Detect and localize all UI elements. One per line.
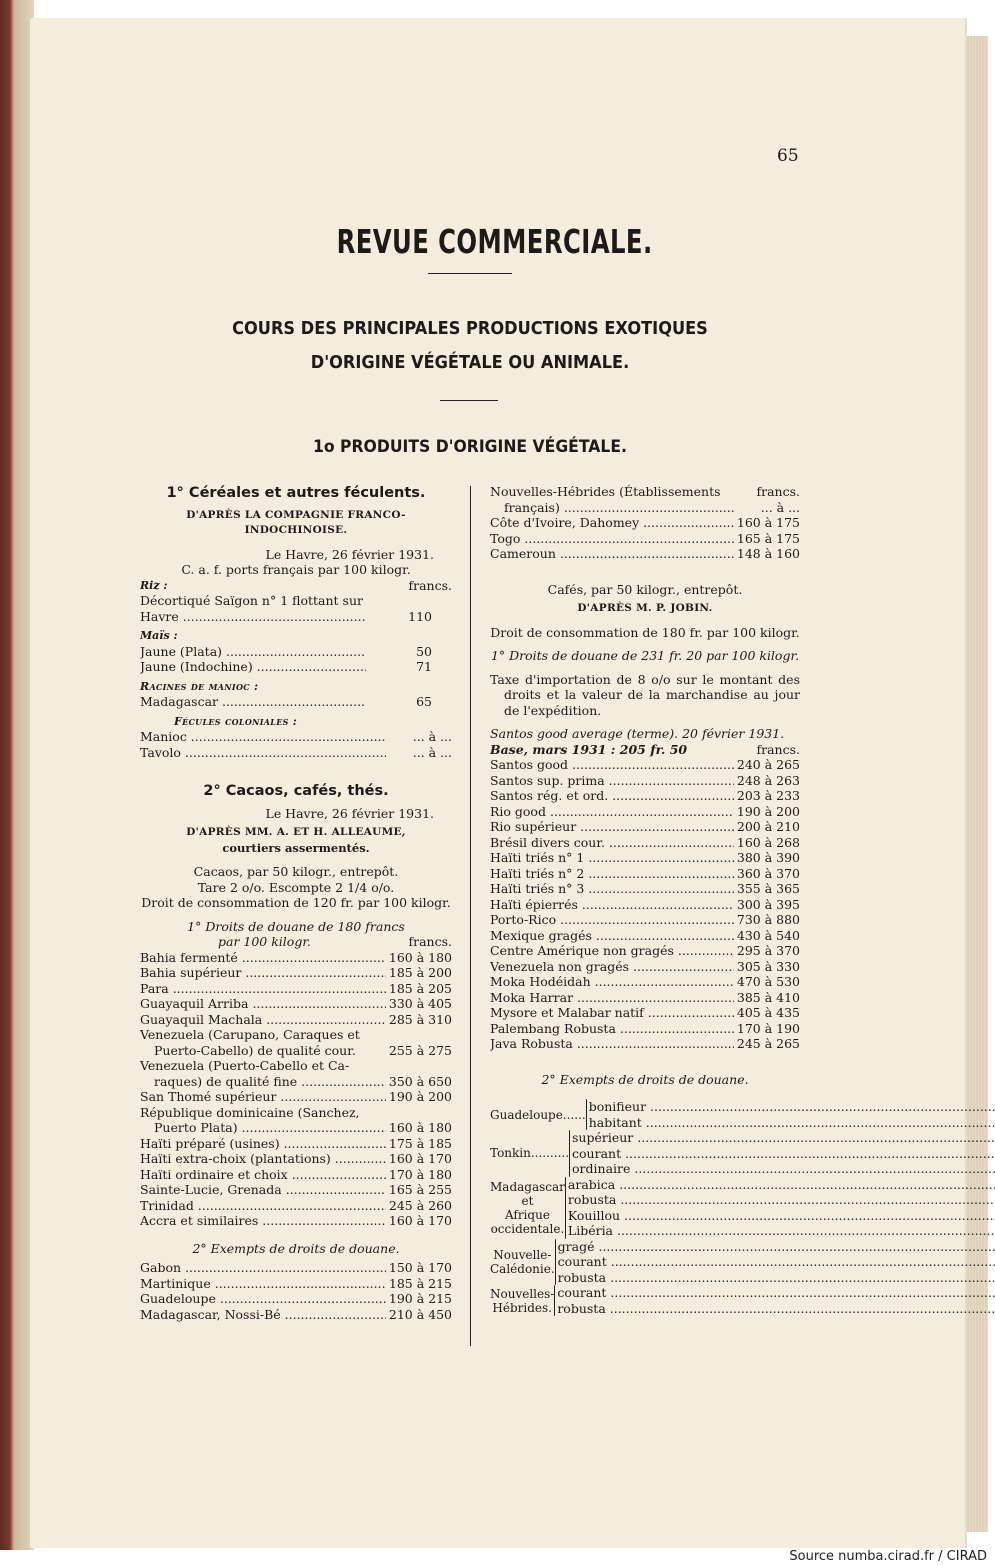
table-row: Martinique ..... 185 à 215 [140, 1276, 452, 1292]
brace [555, 1239, 556, 1286]
table-row: Haïti préparé (usines) ..... 175 à 185 [140, 1136, 452, 1152]
table-row: Haïti triés n° 3 ..... 355 à 365 [490, 881, 800, 897]
table-row: courant ..... [557, 1285, 995, 1301]
subtitle-rule [440, 400, 498, 401]
mais-label: Maïs : [140, 629, 178, 642]
table-row: robusta ..... [568, 1192, 995, 1208]
page-number: 65 [777, 146, 799, 166]
table-row: Bahia supérieur ..... 185 à 200 [140, 965, 452, 981]
cacaos-sub2: 2° Exempts de droits de douane. [192, 1240, 400, 1256]
cacaos-heading: 2° Cacaos, cafés, thés. [203, 783, 389, 799]
francs-unit: francs. [756, 741, 800, 757]
brace [565, 1177, 566, 1239]
francs-unit: francs. [408, 934, 452, 949]
table-row: Para ..... 185 à 205 [140, 981, 452, 997]
table-row: Moka Harrar ..... 385 à 410 [490, 990, 800, 1006]
table-row: Centre Amérique non gragés ..... 295 à 370 [490, 943, 800, 959]
group-madagascar [490, 1177, 800, 1239]
riz-item [140, 609, 452, 625]
table-row: arabica ..... [568, 1177, 995, 1193]
cafes-droit: Droit de consommation de 180 fr. par 100 kilogr. [490, 624, 800, 640]
table-row: Mysore et Malabar natif ..... 405 à 435 [490, 1005, 800, 1021]
table-row: Accra et similaires ..... 160 à 170 [140, 1213, 452, 1229]
section-title: 1o PRODUITS D'ORIGINE VÉGÉTALE. [312, 437, 628, 457]
cereales-source: D'APRÈS LA COMPAGNIE FRANCO-INDOCHINOISE. [186, 508, 406, 536]
table-row: Mexique gragés ..... 430 à 540 [490, 928, 800, 944]
table-row: Java Robusta ..... 245 à 265 [490, 1036, 800, 1052]
cacaos-terms: Cacaos, par 50 kilogr., entrepôt. [193, 864, 399, 879]
table-row: Gabon ..... 150 à 170 [140, 1260, 452, 1276]
table-row: ordinaire ..... [572, 1161, 995, 1177]
table-row: Trinidad ..... 245 à 260 [140, 1198, 452, 1214]
cereales-date: Le Havre, 26 février 1931. [265, 546, 434, 562]
riz-header [140, 578, 452, 594]
table-row: Madagascar, Nossi-Bé ..... 210 à 450 [140, 1307, 452, 1323]
table-row: Rio supérieur ..... 200 à 210 [490, 819, 800, 835]
cacaos-tare: Tare 2 o/o. Escompte 2 1/4 o/o. [197, 879, 395, 895]
cacaos-source-2: courtiers assermentés. [222, 840, 370, 855]
list-item: Tavolo ..... ... à ... [140, 745, 452, 761]
cereales-terms: C. a. f. ports français par 100 kilogr. [181, 562, 411, 577]
table-row: Palembang Robusta ..... 170 à 190 [490, 1021, 800, 1037]
table-row: Haïti triés n° 2 ..... 360 à 370 [490, 866, 800, 882]
group-name: Guadeloupe...... [490, 1107, 586, 1122]
book-spine [0, 0, 34, 1550]
table-row: Cameroun ..... 148 à 160 [490, 546, 800, 562]
list-item: Jaune (Plata) ..... 50 [140, 644, 452, 660]
subtitle [191, 312, 749, 380]
subtitle-line-2: D'ORIGINE VÉGÉTALE OU ANIMALE. [310, 352, 630, 373]
group-name: Madagascar et Afrique occidentale. [490, 1179, 565, 1236]
fecules-label: Fécules coloniales : [174, 714, 298, 728]
table-row: bonifieur ..... [589, 1099, 995, 1115]
table-row: Moka Hodéidah ..... 470 à 530 [490, 974, 800, 990]
table-row: Haïti ordinaire et choix ..... 170 à 180 [140, 1167, 452, 1183]
table-row: Brésil divers cour. ..... 160 à 268 [490, 835, 800, 851]
riz-item-label: Havre ..... [140, 609, 366, 625]
table-row: Bahia fermenté ..... 160 à 180 [140, 950, 452, 966]
table-row: robusta ..... [558, 1270, 995, 1286]
francs-unit: francs. [408, 577, 452, 593]
cacaos-source-1: D'APRÈS MM. A. ET H. ALLEAUME, [186, 826, 406, 838]
left-column [140, 482, 452, 1322]
title-rule [428, 273, 512, 274]
cafes-taxe: Taxe d'importation de 8 o/o sur le montant des droits et la valeur de la marchandise au jour de l'expédition. [490, 671, 800, 718]
column-divider [470, 486, 471, 1346]
riz-label: Riz : [140, 578, 168, 592]
group-name: Nouvelle-Calédonie. [490, 1247, 555, 1276]
santos-line-1: Santos good average (terme). 20 février 1931. [490, 726, 785, 741]
nh-line-1: Nouvelles-Hébrides (Établissements francs. [490, 484, 800, 499]
group-nouvelles-hebrides [490, 1285, 800, 1316]
manioc-label: Racines de manioc : [140, 679, 259, 693]
brace [569, 1130, 570, 1177]
table-row: Santos good ..... 240 à 265 [490, 757, 800, 773]
venezuela1-line-1: Venezuela (Carupano, Caraques et [140, 1027, 360, 1042]
table-row: supérieur ..... [572, 1130, 995, 1146]
table-row: Puerto-Cabello) de qualité cour. 255 à 275 [154, 1042, 452, 1058]
table-row: Rio good ..... 190 à 200 [490, 804, 800, 820]
table-row: Côte d'Ivoire, Dahomey ..... 160 à 175 [490, 515, 800, 531]
table-row: Porto-Rico ..... 730 à 880 [490, 912, 800, 928]
group-tonkin [490, 1130, 800, 1177]
table-row: Guayaquil Arriba ..... 330 à 405 [140, 996, 452, 1012]
cacaos-sub1-1: 1° Droits de douane de 180 francs [187, 918, 405, 934]
cafes-source: D'APRÈS M. P. JOBIN. [577, 602, 713, 614]
table-row: gragé ..... [558, 1239, 995, 1255]
list-item: Jaune (Indochine) ..... 71 [140, 659, 452, 675]
riz-item-line-1: Décortiqué Saïgon n° 1 flottant sur [140, 593, 363, 608]
right-column [490, 484, 800, 1316]
table-row: Togo ..... 165 à 175 [490, 531, 800, 547]
cafes-sub2: 2° Exempts de droits de douane. [541, 1071, 749, 1087]
list-item: Madagascar ..... 65 [140, 694, 452, 710]
table-row: courant ..... [572, 1146, 995, 1162]
page-title: REVUE COMMERCIALE. [336, 222, 653, 261]
cafes-terms: Cafés, par 50 kilogr., entrepôt. [547, 581, 743, 597]
republique-line-1: République dominicaine (Sanchez, [140, 1104, 360, 1120]
table-row: habitant ..... [589, 1115, 995, 1131]
table-row: Sainte-Lucie, Grenada ..... 165 à 255 [140, 1182, 452, 1198]
riz-item-value: 110 [408, 608, 432, 624]
table-row: courant ..... [558, 1254, 995, 1270]
subtitle-line-1: COURS DES PRINCIPALES PRODUCTIONS EXOTIQUES [232, 318, 708, 339]
table-row: San Thomé supérieur ..... 190 à 200 [140, 1089, 452, 1105]
table-row: Venezuela non gragés ..... 305 à 330 [490, 959, 800, 975]
cacaos-date: Le Havre, 26 février 1931. [265, 805, 434, 821]
cacaos-droit: Droit de consommation de 120 fr. par 100 kilogr. [141, 895, 451, 910]
table-row: Libéria ..... [568, 1223, 995, 1239]
table-row: Haïti extra-choix (plantations) ..... 160 à 170 [140, 1151, 452, 1167]
group-nouvelle-caledonie [490, 1239, 800, 1286]
cacaos-sub1-2: par 100 kilogr. francs. [218, 934, 452, 949]
group-name: Tonkin.......... [490, 1146, 570, 1161]
cafes-sub1: 1° Droits de douane de 231 fr. 20 par 100 kilogr. [490, 648, 800, 663]
table-row: Haïti triés n° 1 ..... 380 à 390 [490, 850, 800, 866]
table-row: raques) de qualité fine ..... 350 à 650 [140, 1074, 452, 1090]
table-row: Guadeloupe ..... 190 à 215 [140, 1291, 452, 1307]
group-name: Nouvelles-Hébrides. [490, 1286, 555, 1315]
table-row: Haïti épierrés ..... 300 à 395 [490, 897, 800, 913]
table-row: Santos rég. et ord. ..... 203 à 233 [490, 788, 800, 804]
group-guadeloupe [490, 1099, 800, 1130]
table-row: robusta ..... [557, 1301, 995, 1317]
table-row: Puerto Plata) ..... 160 à 180 [140, 1120, 452, 1136]
table-row: français) ..... ... à ... [490, 500, 800, 516]
santos-line-2: Base, mars 1931 : 205 fr. 50 francs. [490, 741, 800, 757]
table-row: Santos sup. prima ..... 248 à 263 [490, 773, 800, 789]
francs-unit: francs. [756, 484, 800, 499]
source-credit: Source numba.cirad.fr / CIRAD [789, 1549, 987, 1564]
list-item: Manioc ..... ... à ... [140, 729, 452, 745]
table-row: Kouillou ..... [568, 1208, 995, 1224]
table-row: Guayaquil Machala ..... 285 à 310 [140, 1012, 452, 1028]
brace [586, 1099, 587, 1130]
venezuela2-line-1: Venezuela (Puerto-Cabello et Ca- [140, 1058, 350, 1073]
brace [554, 1285, 555, 1316]
cereales-heading: 1° Céréales et autres féculents. [166, 485, 426, 501]
